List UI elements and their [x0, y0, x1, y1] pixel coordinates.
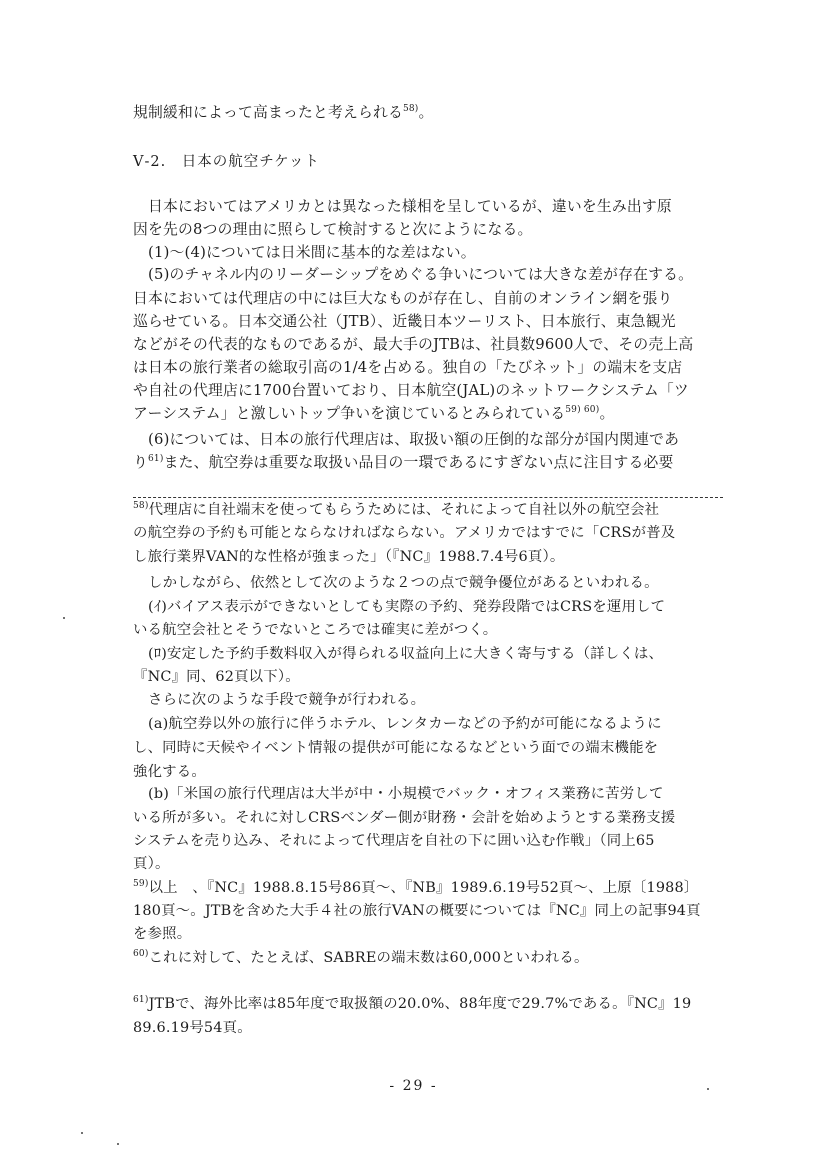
footnote-line: さらに次のような手段で競争が行われる。 — [148, 692, 426, 708]
text-line: や自社の代理店に1700台置いており、日本航空(JAL)のネットワークシステム「ツ — [133, 382, 689, 399]
scan-speck — [81, 1132, 83, 1134]
scan-speck — [707, 1088, 709, 1090]
scan-speck — [117, 1143, 119, 1145]
footnote-line: システムを売り込み、それによって代理店を自社の下に囲い込む作戦」（同上65 — [133, 833, 655, 849]
footnote-line: し、同時に天候やイベント情報の提供が可能になるなどという面での端末機能を — [133, 740, 659, 756]
footnote-line: $^{60)}$これに対して、たとえば、SABREの端末数は60,000といわれる。 — [133, 949, 589, 966]
page-number: - 29 - — [389, 1078, 438, 1094]
text-line: り$^{61)}$また、航空券は重要な取扱い品目の一環であるにすぎない点に注目する必要 — [133, 454, 674, 471]
text-line: 因を先の8つの理由に照らして検討すると次にようになる。 — [133, 221, 533, 238]
footnote-line: し旅行業界VAN的な性格が強まった」（『NC』1988.7.4号6頁）。 — [133, 549, 565, 565]
text-line: 日本においては代理店の中には巨大なものが存在し、自前のオンライン網を張り — [133, 290, 673, 307]
footnote-line: いる航空会社とそうでないところでは確実に差がつく。 — [133, 622, 498, 638]
footnote-line: (b)「米国の旅行代理店は大半が中・小規模でバック・オフィス業務に苦労して — [148, 786, 664, 802]
text-line: (1)～(4)については日米間に基本的な差はない。 — [148, 244, 476, 261]
footnote-line: 『NC』同、62頁以下）。 — [133, 669, 300, 685]
footnote-line: しかしながら、依然として次のような２つの点で競争優位があるといわれる。 — [148, 575, 659, 591]
footnote-line: いる所が多い。それに対しCRSベンダー側が財務・会計を始めようとする業務支援 — [133, 810, 676, 826]
footnote-line: $^{58)}$代理店に自社端末を使ってもらうためには、それによって自社以外の航空会社 — [133, 501, 660, 518]
text-line: は日本の旅行業者の総取引高の1/4を占める。独自の「たびネット」の端末を支店 — [133, 359, 683, 376]
footnote-line: を参照。 — [133, 926, 192, 942]
footnote-line: (ｲ)バイアス表示ができないとしても実際の予約、発券段階ではCRSを運用して — [148, 599, 666, 615]
text-line: (5)のチャネル内のリーダーシップをめぐる争いについては大きな差が存在する。 — [148, 266, 694, 283]
text-line: 規制緩和によって高まったと考えられる$^{58)}$。 — [133, 104, 434, 121]
footnote-line: $^{59)}$以上 、『NC』1988.8.15号86頁～、『NB』1989.6.19号52頁～、上原〔1988〕 — [133, 879, 699, 896]
footnote-line: $^{61)}$JTBで、海外比率は85年度で取扱額の20.0%、88年度で29.7%である。『NC』19 — [133, 995, 692, 1012]
text-line: アーシステム」と激しいトップ争いを演じているとみられている$^{59) 60)}$。 — [133, 405, 615, 422]
footnote-line: 89.6.19号54頁。 — [133, 1020, 252, 1036]
scan-speck — [63, 617, 65, 619]
footnote-separator — [133, 497, 723, 498]
text-line: 日本においてはアメリカとは異なった様相を呈しているが、違いを生み出す原 — [148, 198, 672, 215]
text-line: 巡らせている。日本交通公社（JTB）、近畿日本ツーリスト、日本旅行、東急観光 — [133, 313, 676, 330]
footnote-line: (a)航空券以外の旅行に伴うホテル、レンタカーなどの予約が可能になるように — [148, 716, 662, 732]
footnote-line: (ﾛ)安定した予約手数料収入が得られる収益向上に大きく寄与する（詳しくは、 — [148, 646, 664, 662]
footnote-line: 頁）。 — [133, 856, 170, 872]
text-line: などがその代表的なものであるが、最大手のJTBは、社員数9600人で、その売上高 — [133, 336, 694, 353]
footnote-line: の航空券の予約も可能とならなければならない。アメリカではすでに「CRSが普及 — [133, 525, 676, 541]
text-line: (6)については、日本の旅行代理店は、取扱い額の圧倒的な部分が国内関連であ — [148, 431, 680, 448]
section-heading: Ⅴ-2. 日本の航空チケット — [133, 154, 320, 170]
footnote-line: 180頁～。JTBを含めた大手４社の旅行VANの概要については『NC』同上の記事94頁 — [133, 903, 701, 919]
footnote-line: 強化する。 — [133, 764, 206, 780]
